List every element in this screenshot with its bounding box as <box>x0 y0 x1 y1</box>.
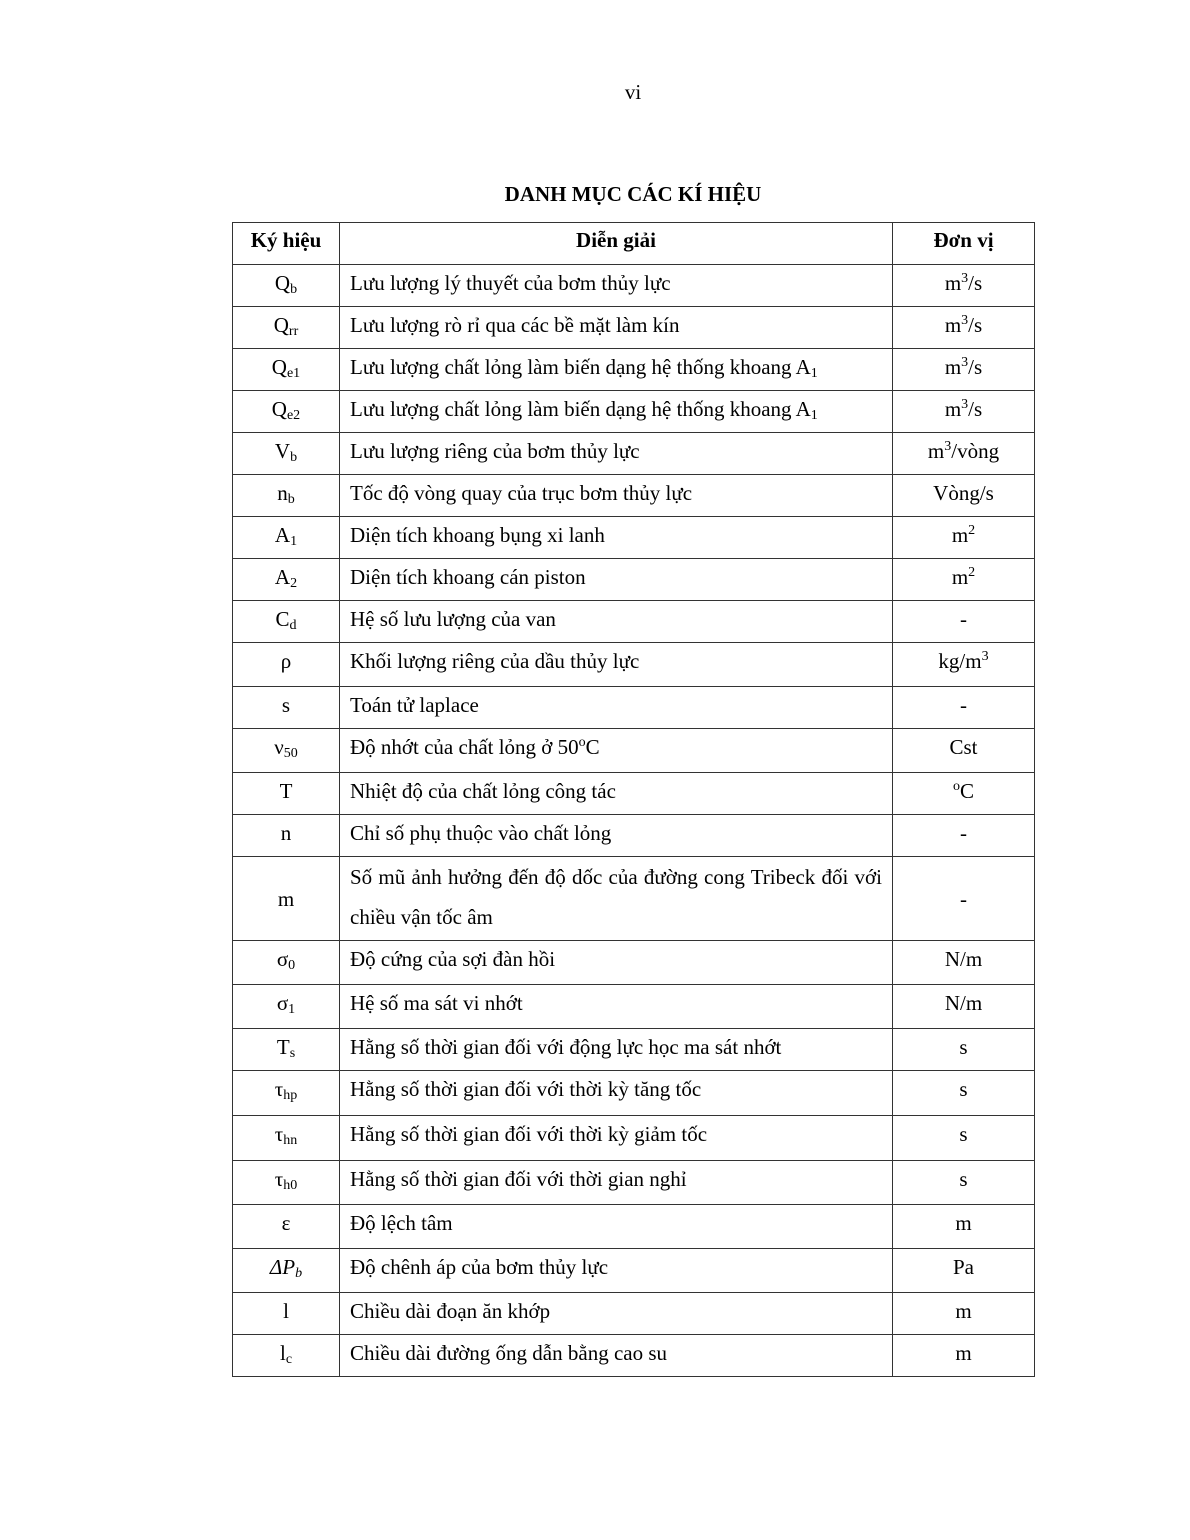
table-row <box>233 601 1035 643</box>
symbol-cell <box>233 1249 340 1293</box>
unit-cell <box>893 517 1035 559</box>
symbol: l <box>283 1299 289 1323</box>
unit-superscript: 3 <box>961 313 969 328</box>
symbol: A <box>274 523 291 547</box>
unit-cell <box>893 1335 1035 1377</box>
description-cell <box>340 1335 893 1377</box>
description: Lưu lượng riêng của bơm thủy lực <box>350 439 640 463</box>
description: Tốc độ vòng quay của trục bơm thủy lực <box>350 481 693 505</box>
table-row <box>233 941 1035 985</box>
unit-cell <box>893 475 1035 517</box>
description: Nhiệt độ của chất lỏng công tác <box>350 779 616 803</box>
description: Chỉ số phụ thuộc vào chất lỏng <box>350 821 612 845</box>
symbol: ν <box>274 735 284 759</box>
description: Độ nhớt của chất lỏng ở 50 <box>350 735 579 759</box>
symbol-subscript: rr <box>288 324 299 339</box>
symbol-subscript: e1 <box>286 366 301 381</box>
unit-superscript: 3 <box>961 355 969 370</box>
unit-superscript: 3 <box>944 439 952 454</box>
unit-cell <box>893 1029 1035 1071</box>
unit-cell <box>893 643 1035 687</box>
unit: m <box>944 397 962 421</box>
symbol: s <box>281 693 291 717</box>
unit: m <box>951 523 969 547</box>
unit-superscript: o <box>952 779 960 794</box>
symbol: n <box>280 821 292 845</box>
unit: s <box>959 1167 968 1191</box>
unit-tail: /s <box>968 271 983 295</box>
unit-cell <box>893 349 1035 391</box>
description-subscript: 1 <box>810 408 818 423</box>
unit-cell <box>893 985 1035 1029</box>
symbols-table <box>232 222 1035 1377</box>
description-cell <box>340 1293 893 1335</box>
unit-cell <box>893 433 1035 475</box>
table-row <box>233 1249 1035 1293</box>
symbol-cell <box>233 773 340 815</box>
symbol-subscript: c <box>285 1352 293 1367</box>
unit-cell <box>893 857 1035 941</box>
symbol-cell <box>233 941 340 985</box>
symbol-cell <box>233 1071 340 1116</box>
table-row <box>233 985 1035 1029</box>
symbol-cell <box>233 307 340 349</box>
symbol: τ <box>274 1077 284 1101</box>
unit: s <box>959 1077 968 1101</box>
symbol-cell <box>233 433 340 475</box>
description-cell <box>340 349 893 391</box>
description-cell <box>340 475 893 517</box>
description: Độ cứng của sợi đàn hồi <box>350 947 556 971</box>
symbol-cell <box>233 1161 340 1205</box>
table-row <box>233 857 1035 941</box>
unit-cell <box>893 815 1035 857</box>
description: Độ chênh áp của bơm thủy lực <box>350 1255 609 1279</box>
symbol-cell <box>233 559 340 601</box>
symbol: V <box>274 439 291 463</box>
table-row <box>233 475 1035 517</box>
page-title: DANH MỤC CÁC KÍ HIỆU <box>504 182 762 206</box>
symbol-subscript: b <box>295 1266 303 1281</box>
symbol-subscript: hp <box>283 1088 298 1103</box>
symbol-subscript: 1 <box>288 1002 296 1017</box>
description: Hằng số thời gian đối với thời gian nghỉ <box>350 1167 687 1191</box>
unit-tail: /s <box>968 355 983 379</box>
description-subscript: 1 <box>810 366 818 381</box>
symbol-cell <box>233 1293 340 1335</box>
symbol-cell <box>233 1029 340 1071</box>
unit: N/m <box>944 991 983 1015</box>
unit-cell <box>893 1116 1035 1161</box>
description-cell <box>340 1029 893 1071</box>
description: Độ lệch tâm <box>350 1211 453 1235</box>
description: Chiều dài đường ống dẫn bằng cao su <box>350 1341 668 1365</box>
description: Số mũ ảnh hưởng đến độ dốc của đường cong Tribeck đối với chiều vận tốc âm <box>350 865 882 929</box>
unit: kg/m <box>938 649 982 673</box>
unit: m <box>944 355 962 379</box>
table-row <box>233 1293 1035 1335</box>
unit-cell <box>893 265 1035 307</box>
description-cell <box>340 773 893 815</box>
unit-cell <box>893 729 1035 773</box>
symbol: T <box>276 1035 290 1059</box>
table-row <box>233 559 1035 601</box>
symbol-subscript: d <box>289 618 297 633</box>
description-cell <box>340 729 893 773</box>
symbol-subscript: 2 <box>290 576 298 591</box>
page-number: vi <box>624 80 642 104</box>
symbol-cell <box>233 687 340 729</box>
table-row <box>233 1205 1035 1249</box>
description-cell <box>340 1116 893 1161</box>
table-row <box>233 1071 1035 1116</box>
unit: m <box>944 271 962 295</box>
description-cell <box>340 391 893 433</box>
description-cell <box>340 517 893 559</box>
description-cell <box>340 857 893 941</box>
description-cell <box>340 1161 893 1205</box>
symbol-cell <box>233 391 340 433</box>
unit-superscript: 3 <box>981 649 989 664</box>
symbol-subscript: hn <box>283 1133 298 1148</box>
description-cell <box>340 941 893 985</box>
unit: m <box>955 1299 972 1323</box>
table-row <box>233 349 1035 391</box>
unit-cell <box>893 307 1035 349</box>
description-cell <box>340 985 893 1029</box>
unit: - <box>960 693 967 717</box>
symbol: ρ <box>280 649 292 673</box>
symbol-cell <box>233 729 340 773</box>
symbol: ΔP <box>269 1255 296 1279</box>
symbol-cell <box>233 475 340 517</box>
symbol-cell <box>233 643 340 687</box>
description: Diện tích khoang bụng xi lanh <box>350 523 605 547</box>
symbol: m <box>277 886 295 911</box>
unit-cell <box>893 773 1035 815</box>
symbol-cell <box>233 1205 340 1249</box>
unit-superscript: 3 <box>961 271 969 286</box>
description-cell <box>340 601 893 643</box>
unit-cell <box>893 941 1035 985</box>
symbol: σ <box>276 947 289 971</box>
table-row <box>233 1161 1035 1205</box>
unit-cell <box>893 1205 1035 1249</box>
unit-superscript: 2 <box>968 565 976 580</box>
table-row <box>233 517 1035 559</box>
symbol-subscript: b <box>290 450 298 465</box>
unit: m <box>944 313 962 337</box>
table-row <box>233 1335 1035 1377</box>
table-row <box>233 643 1035 687</box>
table-row <box>233 265 1035 307</box>
symbol: ε <box>281 1211 291 1235</box>
symbol-subscript: e2 <box>286 408 301 423</box>
unit-superscript: 2 <box>968 523 976 538</box>
symbol-cell <box>233 857 340 941</box>
description: Chiều dài đoạn ăn khớp <box>350 1299 551 1323</box>
symbol: n <box>277 481 288 505</box>
unit-cell <box>893 1071 1035 1116</box>
symbol: Q <box>273 313 289 337</box>
description-cell <box>340 815 893 857</box>
unit: Pa <box>953 1255 974 1279</box>
description: Hằng số thời gian đối với thời kỳ giảm tốc <box>350 1122 708 1146</box>
symbol-cell <box>233 1335 340 1377</box>
unit-cell <box>893 687 1035 729</box>
unit: m <box>955 1341 972 1365</box>
description: Hệ số ma sát vi nhớt <box>350 991 523 1015</box>
symbol-subscript: 1 <box>290 534 298 549</box>
unit-cell <box>893 1293 1035 1335</box>
symbol-cell <box>233 517 340 559</box>
unit: - <box>960 886 967 911</box>
unit: m <box>951 565 969 589</box>
description-cell <box>340 307 893 349</box>
description-cell <box>340 1071 893 1116</box>
symbol-subscript: s <box>289 1046 296 1061</box>
table-row <box>233 687 1035 729</box>
unit-cell <box>893 1161 1035 1205</box>
description: Lưu lượng rò rỉ qua các bề mặt làm kín <box>350 313 680 337</box>
symbol-subscript: 0 <box>288 958 296 973</box>
description-cell <box>340 559 893 601</box>
description: Khối lượng riêng của dầu thủy lực <box>350 649 640 673</box>
unit-cell <box>893 1249 1035 1293</box>
symbol: T <box>279 779 293 803</box>
unit: - <box>960 821 967 845</box>
header-description: Diễn giải <box>340 223 893 265</box>
description: Toán tử laplace <box>350 693 479 717</box>
description-cell <box>340 265 893 307</box>
symbol-subscript: h0 <box>283 1178 298 1193</box>
unit: Vòng/s <box>933 481 994 505</box>
symbol-subscript: b <box>290 282 298 297</box>
symbol: l <box>279 1341 286 1365</box>
symbol: C <box>275 607 290 631</box>
unit-tail: /vòng <box>951 439 1000 463</box>
table-row <box>233 307 1035 349</box>
table-row <box>233 1029 1035 1071</box>
symbol: Q <box>274 271 291 295</box>
symbol-cell <box>233 1116 340 1161</box>
unit-tail: /s <box>968 313 983 337</box>
description: Lưu lượng chất lỏng làm biến dạng hệ thống khoang A <box>350 397 811 421</box>
symbol-cell <box>233 985 340 1029</box>
header-unit: Đơn vị <box>893 223 1035 265</box>
symbol-subscript: b <box>287 492 295 507</box>
unit-tail: /s <box>968 397 983 421</box>
table-row <box>233 1116 1035 1161</box>
unit-cell <box>893 601 1035 643</box>
description: Hệ số lưu lượng của van <box>350 607 556 631</box>
unit: Cst <box>949 735 978 759</box>
description: Lưu lượng chất lỏng làm biến dạng hệ thống khoang A <box>350 355 811 379</box>
header-symbol: Ký hiệu <box>233 223 340 265</box>
description-superscript: o <box>578 735 586 750</box>
description: Lưu lượng lý thuyết của bơm thủy lực <box>350 271 671 295</box>
table-row <box>233 729 1035 773</box>
symbol: τ <box>274 1167 284 1191</box>
description-cell <box>340 643 893 687</box>
symbol-subscript: 50 <box>283 746 298 761</box>
table-row <box>233 773 1035 815</box>
unit: N/m <box>944 947 983 971</box>
table-header-row <box>233 223 1035 265</box>
symbol: Q <box>271 397 287 421</box>
table-row <box>233 433 1035 475</box>
description: Hằng số thời gian đối với thời kỳ tăng tốc <box>350 1077 702 1101</box>
unit-superscript: 3 <box>961 397 969 412</box>
symbol-cell <box>233 815 340 857</box>
description-cell <box>340 1205 893 1249</box>
unit: s <box>959 1122 968 1146</box>
unit-cell <box>893 391 1035 433</box>
symbol: σ <box>276 991 289 1015</box>
unit: m <box>955 1211 972 1235</box>
table-row <box>233 815 1035 857</box>
unit: m <box>927 439 945 463</box>
table-row <box>233 391 1035 433</box>
description: Diện tích khoang cán piston <box>350 565 586 589</box>
symbol-cell <box>233 349 340 391</box>
description-cell <box>340 433 893 475</box>
unit: - <box>960 607 967 631</box>
symbol: τ <box>274 1122 284 1146</box>
description-tail: C <box>585 735 600 759</box>
description-cell <box>340 687 893 729</box>
unit: s <box>959 1035 968 1059</box>
description-cell <box>340 1249 893 1293</box>
unit-cell <box>893 559 1035 601</box>
unit: C <box>959 779 974 803</box>
symbol-cell <box>233 601 340 643</box>
symbol-cell <box>233 265 340 307</box>
symbol: A <box>274 565 291 589</box>
symbol: Q <box>271 355 287 379</box>
description: Hằng số thời gian đối với động lực học ma sát nhớt <box>350 1035 782 1059</box>
